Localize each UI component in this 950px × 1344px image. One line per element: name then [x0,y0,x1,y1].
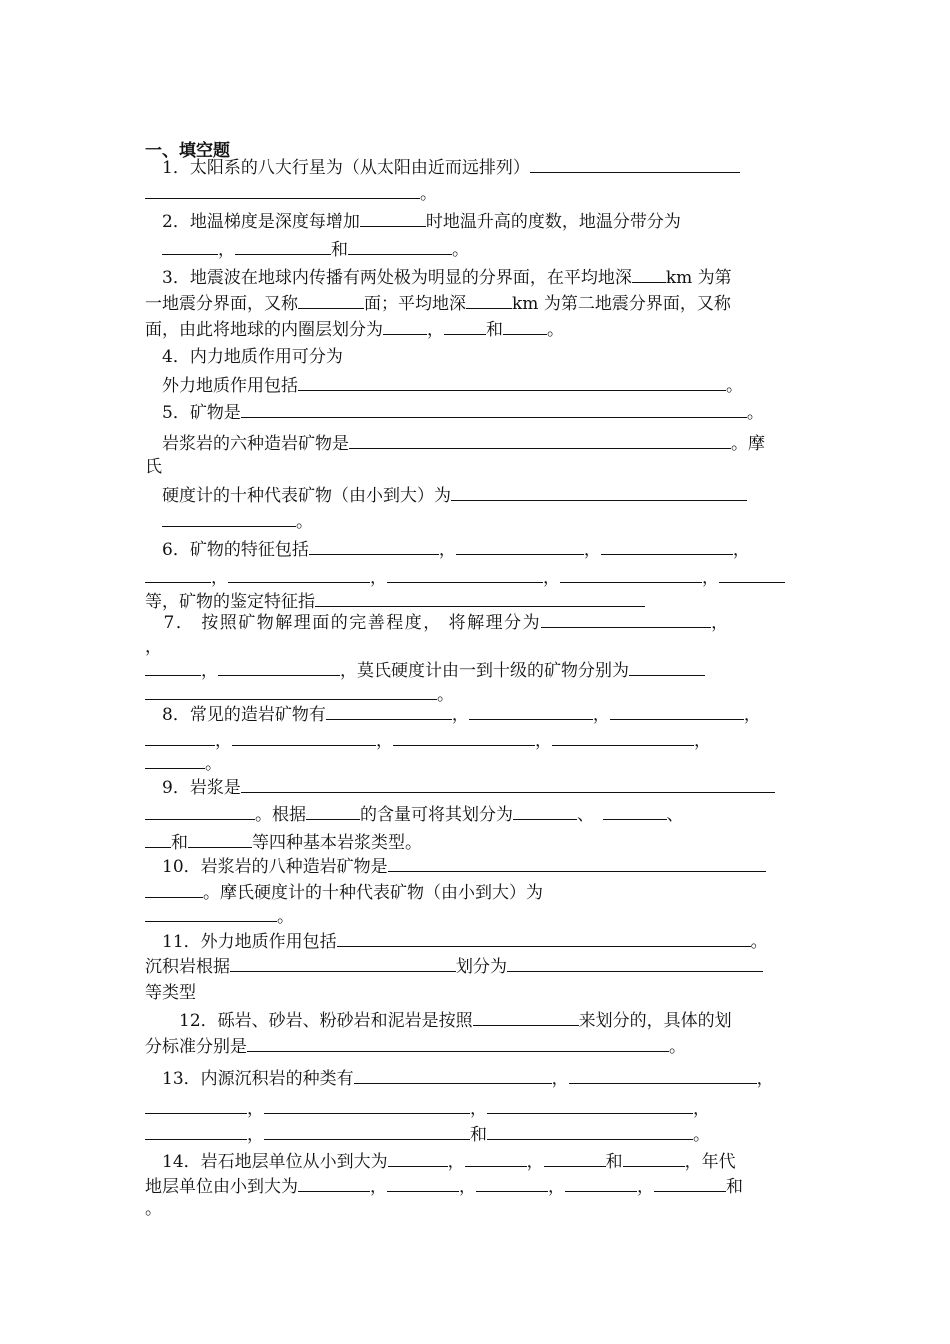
answer-blank[interactable] [162,238,218,255]
question-text: ， [535,731,552,751]
question-text: 的含量可将其划分为 [360,805,513,825]
answer-blank[interactable] [241,401,747,418]
question-text: 岩浆岩的六种造岩矿物是 [145,434,349,454]
answer-blank[interactable] [469,703,593,720]
question-text: ， [702,568,719,588]
answer-blank[interactable] [232,729,376,746]
answer-blank[interactable] [145,752,205,769]
answer-blank[interactable] [264,1097,470,1114]
answer-blank[interactable] [264,1123,470,1140]
answer-blank[interactable] [393,729,535,746]
answer-blank[interactable] [544,1150,606,1167]
answer-blank[interactable] [560,566,702,583]
question-text: ， [756,1069,774,1089]
text-line [145,881,807,904]
question-text: ， [247,1125,264,1145]
answer-blank[interactable] [565,1175,637,1192]
text-line [145,1123,807,1146]
answer-blank[interactable] [601,538,733,555]
answer-blank[interactable] [145,182,420,199]
answer-blank[interactable] [298,292,364,309]
answer-blank[interactable] [218,659,340,676]
answer-blank[interactable] [388,1150,448,1167]
answer-blank[interactable] [188,831,252,848]
answer-blank[interactable] [145,881,203,898]
question-text: 时地温升高的度数，地温分带分为 [425,212,681,232]
question-text: ，莫氏硬度计由一到十级的矿物分别为 [340,661,629,681]
question-text: 7． 按照矿物解理面的完善程度， 将解理分为 [145,613,542,633]
answer-blank[interactable] [603,803,667,820]
question-text: 等类型 [145,983,196,1003]
question-text [145,512,162,532]
question-text: 和 [605,1152,623,1172]
question-text [145,240,162,260]
question-text: 9．岩浆是 [145,778,241,798]
text-line [145,156,807,179]
answer-blank[interactable] [541,611,711,628]
question-text: 和 [171,833,188,853]
text-line [145,510,807,533]
question-text: 10．岩浆岩的八种造岩矿物是 [145,857,388,877]
question-text: 4．内力地质作用可分为 [145,347,343,367]
question-text: 2．地温梯度是深度每增加 [145,212,360,232]
text-line [145,831,807,854]
question-text: 分标准分别是 [145,1037,247,1057]
question-text: ， [447,1152,465,1172]
answer-blank[interactable] [235,238,331,255]
answer-blank[interactable] [354,1067,552,1084]
text-line [145,703,807,726]
question-text: ， [370,568,387,588]
text-line [145,374,807,397]
question-text: 、 [577,805,603,825]
question-text: 。 [296,512,313,532]
text-line [145,729,807,752]
question-text: ，年代 [684,1152,736,1172]
question-text: 3．地震波在地球内传播有两处极为明显的分界面，在平均地深 [145,268,632,288]
question-text: 一地震分界面，又称 [145,294,298,314]
answer-blank[interactable] [309,538,439,555]
text-line [145,292,807,315]
question-text: 等四种基本岩浆类型。 [252,833,422,853]
question-text: 。 [750,932,768,952]
answer-blank[interactable] [654,1175,726,1192]
question-text: 。 [693,1125,710,1145]
question-text: 和 [486,320,503,340]
text-line [145,238,807,261]
question-text: 8．常见的造岩矿物有 [145,705,326,725]
question-text: 。 [726,376,743,396]
answer-blank[interactable] [145,659,201,676]
question-text: 。摩 [731,434,765,454]
question-text: km 为第二地震分界面，又称 [512,294,731,314]
question-text: 。摩氏硬度计的十种代表矿物（由小到大）为 [203,883,543,903]
answer-blank[interactable] [569,1067,757,1084]
answer-blank[interactable] [487,1097,693,1114]
question-text: km 为第 [665,268,732,288]
question-text: ， [247,1099,264,1119]
text-line [145,182,807,205]
text-line [145,955,807,978]
question-text: 。 [547,320,564,340]
text-line [145,266,807,289]
text-line [145,1067,807,1090]
question-text: ， [451,705,469,725]
answer-blank[interactable] [247,1035,669,1052]
answer-blank[interactable] [145,566,211,583]
answer-blank[interactable] [228,566,370,583]
answer-blank[interactable] [507,955,763,972]
answer-blank[interactable] [230,955,456,972]
answer-blank[interactable] [348,238,452,255]
question-text: ， [592,705,610,725]
question-text: ， [470,1099,487,1119]
question-text: 地层单位由小到大为 [145,1177,298,1197]
answer-blank[interactable] [349,432,731,449]
text-line [145,752,807,775]
question-text: 外力地质作用包括 [145,376,298,396]
question-text: ， [438,540,456,560]
text-line [145,566,807,589]
answer-blank[interactable] [383,318,427,335]
answer-blank[interactable] [451,484,747,501]
question-text: ， [201,661,218,681]
question-text: 。 [452,240,469,260]
question-text: ， [215,731,232,751]
answer-blank[interactable] [513,803,577,820]
question-text: ， [694,731,711,751]
question-text: ， [427,320,444,340]
question-text: 和 [726,1177,743,1197]
answer-blank[interactable] [476,1175,548,1192]
text-line [145,401,807,424]
question-text: ， [548,1177,565,1197]
question-text: 、 [666,805,684,825]
answer-blank[interactable] [466,292,512,309]
question-text: ， [732,540,750,560]
question-text: 。 [145,1199,162,1219]
text-line [145,905,807,928]
question-text: ， [526,1152,544,1172]
answer-blank[interactable] [387,566,543,583]
question-text: ， [637,1177,654,1197]
question-text: 。 [205,754,222,774]
text-line [145,346,807,368]
text-line [145,659,807,682]
text-line [145,590,807,613]
question-text: ， [551,1069,569,1089]
text-line [145,982,807,1004]
answer-blank[interactable] [145,831,171,848]
answer-blank[interactable] [145,729,215,746]
answer-blank[interactable] [473,1009,579,1026]
question-text: 硬度计的十种代表矿物（由小到大）为 [145,486,451,506]
answer-blank[interactable] [503,318,547,335]
question-text: 1．太阳系的八大行星为（从太阳由近而远排列） [145,158,530,178]
question-text: 沉积岩根据 [145,957,230,977]
answer-blank[interactable] [632,266,666,283]
question-text: 。 [277,907,294,927]
text-line [145,776,807,799]
answer-blank[interactable] [360,210,426,227]
question-text: 。 [437,685,454,705]
answer-blank[interactable] [241,776,775,793]
question-text: 。 [746,403,764,423]
answer-blank[interactable] [487,1123,693,1140]
answer-blank[interactable] [145,803,255,820]
text-line [145,484,807,507]
answer-blank[interactable] [610,703,744,720]
question-text: 5．矿物是 [145,403,241,423]
question-text: 12．砾岩、砂岩、粉砂岩和泥岩是按照 [145,1011,473,1031]
answer-blank[interactable] [145,1123,247,1140]
answer-blank[interactable] [623,1150,685,1167]
question-text: ， [370,1177,387,1197]
question-text: 。 [669,1037,686,1057]
question-text: 14．岩石地层单位从小到大为 [145,1152,388,1172]
question-text: 来划分的，具体的划 [578,1011,732,1031]
text-line [145,1035,807,1058]
answer-blank[interactable] [162,510,296,527]
question-text: ， [743,705,761,725]
question-text: 面，由此将地球的内圈层划分为 [145,320,383,340]
text-line [145,432,807,455]
answer-blank[interactable] [298,374,726,391]
text-line [145,636,807,658]
text-line [145,803,807,826]
text-line [145,1097,807,1120]
question-text: 和 [470,1125,487,1145]
question-text: ， [583,540,601,560]
answer-blank[interactable] [306,803,360,820]
question-text: ， [543,568,560,588]
question-text: 。根据 [255,805,306,825]
answer-blank[interactable] [337,930,751,947]
text-line [145,1175,807,1198]
question-text: ， [693,1099,710,1119]
text-line [145,1150,807,1173]
question-text: 划分为 [456,957,507,977]
question-text: 和 [331,240,348,260]
question-text: 6．矿物的特征包括 [145,540,309,560]
text-line [145,210,807,233]
answer-blank[interactable] [465,1150,527,1167]
text-line [145,855,807,878]
question-text: 11．外力地质作用包括 [145,932,337,952]
text-line [145,930,807,953]
answer-blank[interactable] [444,318,486,335]
answer-blank[interactable] [719,566,785,583]
question-text: 氏 [145,457,162,477]
question-text: 面；平均地深 [364,294,466,314]
question-text: ， [218,240,235,260]
answer-blank[interactable] [145,1097,247,1114]
answer-blank[interactable] [145,683,437,700]
answer-blank[interactable] [388,855,766,872]
text-line [145,456,807,478]
text-line [145,611,807,634]
question-text: ， [211,568,228,588]
question-text: ， [459,1177,476,1197]
answer-blank[interactable] [530,156,740,173]
question-text: 13．内源沉积岩的种类有 [145,1069,354,1089]
question-text: ， [711,613,730,633]
answer-blank[interactable] [298,1175,370,1192]
text-line [145,318,807,341]
answer-blank[interactable] [145,905,277,922]
text-line [145,538,807,561]
section-heading: 一、填空题 [145,141,230,161]
question-text: ， [376,731,393,751]
answer-blank[interactable] [326,703,452,720]
question-text: 。 [420,184,437,204]
answer-blank[interactable] [315,590,645,607]
answer-blank[interactable] [387,1175,459,1192]
answer-blank[interactable] [456,538,584,555]
text-line [145,1009,807,1032]
question-text: ， [145,637,162,657]
answer-blank[interactable] [629,659,705,676]
text-line [145,1198,807,1220]
question-text: 等，矿物的鉴定特征指 [145,592,315,612]
answer-blank[interactable] [552,729,694,746]
